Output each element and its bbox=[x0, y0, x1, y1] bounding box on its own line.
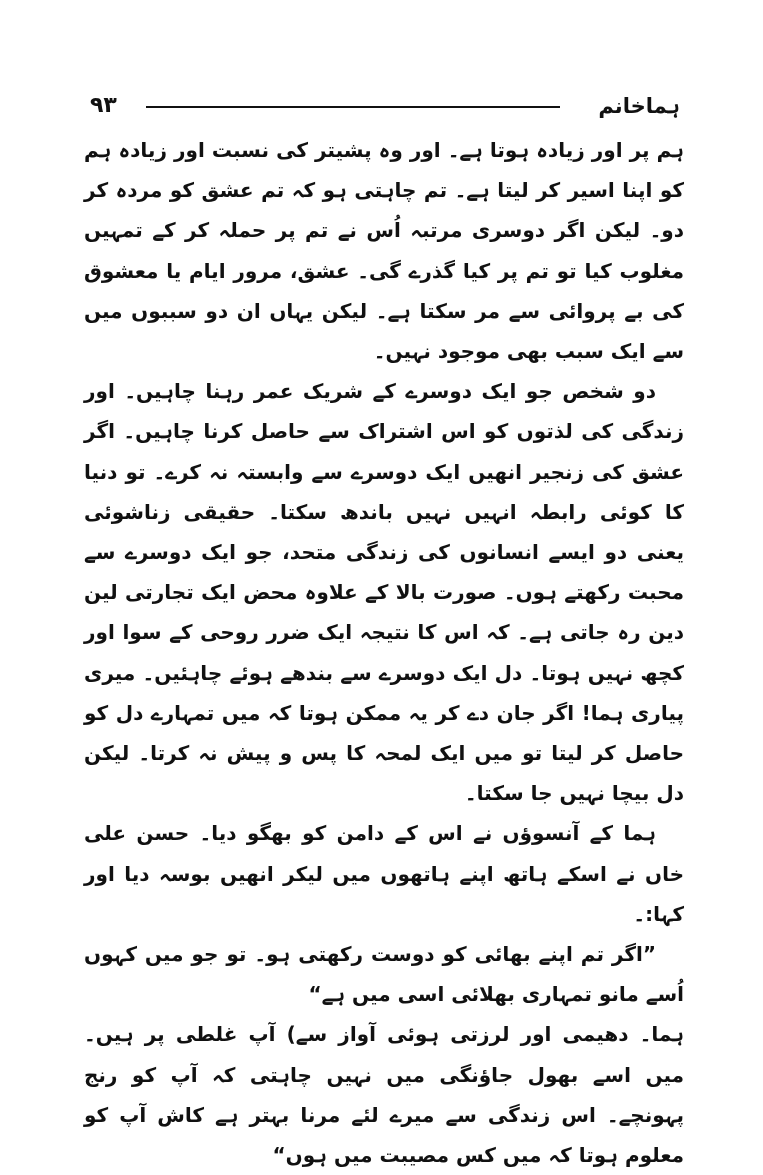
paragraph: دو شخص جو ایک دوسرے کے شریک عمر رہنا چاہیں۔ اور زندگی کی لذتوں کو اس اشتراک سے حاصل کرنا چاہیں۔ اگر عشق کی زنجیر انھیں ایک دوسرے سے وابستہ نہ کرے۔ تو دنیا کا کوئی رابطہ انہیں نہیں باندھ سکتا۔ حقیقی زناشوئی یعنی دو ایسے انسانوں کی زندگی متحد، جو ایک دوسرے سے محبت رکھتے ہوں۔ صورت بالا کے علاوہ محض ایک تجارتی لین دین رہ جاتی ہے۔ کہ اس کا نتیجہ ایک ضرر روحی کے سوا اور کچھ نہیں ہوتا۔ دل ایک دوسرے سے بندھے ہوئے چاہئیں۔ میری پیاری ہما! اگر جان دے کر یہ ممکن ہوتا کہ میں تمہارے دل کو حاصل کر لیتا تو میں ایک لمحہ کا پس و پیش نہ کرتا۔ لیکن دل بیچا نہیں جا سکتا۔ bbox=[84, 379, 684, 806]
page-header bbox=[90, 92, 680, 128]
running-title: ہماخانم bbox=[598, 94, 680, 118]
body-text bbox=[84, 130, 684, 1175]
paragraph: ہما۔ دھیمی اور لرزتی ہوئی آواز سے) آپ غلطی پر ہیں۔ میں اسے بھول جاؤنگی میں نہیں چاہتی کہ آپ کو رنج پہونچے۔ اس زندگی سے میرے لئے مرنا بہتر ہے کاش آپ کو معلوم ہوتا کہ میں کس مصیبت میں ہوں“ bbox=[84, 1022, 684, 1168]
header-rule bbox=[146, 106, 560, 108]
page-number: ۹۳ bbox=[90, 93, 117, 118]
paragraph: ”اگر تم اپنے بھائی کو دوست رکھتی ہو۔ تو جو میں کہوں اُسے مانو تمہاری بھلائی اسی میں ہے“ bbox=[84, 942, 684, 1007]
paragraph: ہما کے آنسوؤں نے اس کے دامن کو بھگو دیا۔ حسن علی خاں نے اسکے ہاتھ اپنے ہاتھوں میں لیکر انھیں بوسہ دیا اور کہا:۔ bbox=[84, 821, 684, 926]
paragraph: ہم پر اور زیادہ ہوتا ہے۔ اور وہ پشیتر کی نسبت اور زیادہ ہم کو اپنا اسیر کر لیتا ہے۔ تم چاہتی ہو کہ تم عشق کو مردہ کر دو۔ لیکن اگر دوسری مرتبہ اُس نے تم پر حملہ کر کے تمہیں مغلوب کیا تو تم پر کیا گذرے گی۔ عشق، مرور ایام یا معشوق کی بے پروائی سے مر سکتا ہے۔ لیکن یہاں ان دو سببوں میں سے ایک سبب بھی موجود نہیں۔ bbox=[84, 138, 684, 364]
